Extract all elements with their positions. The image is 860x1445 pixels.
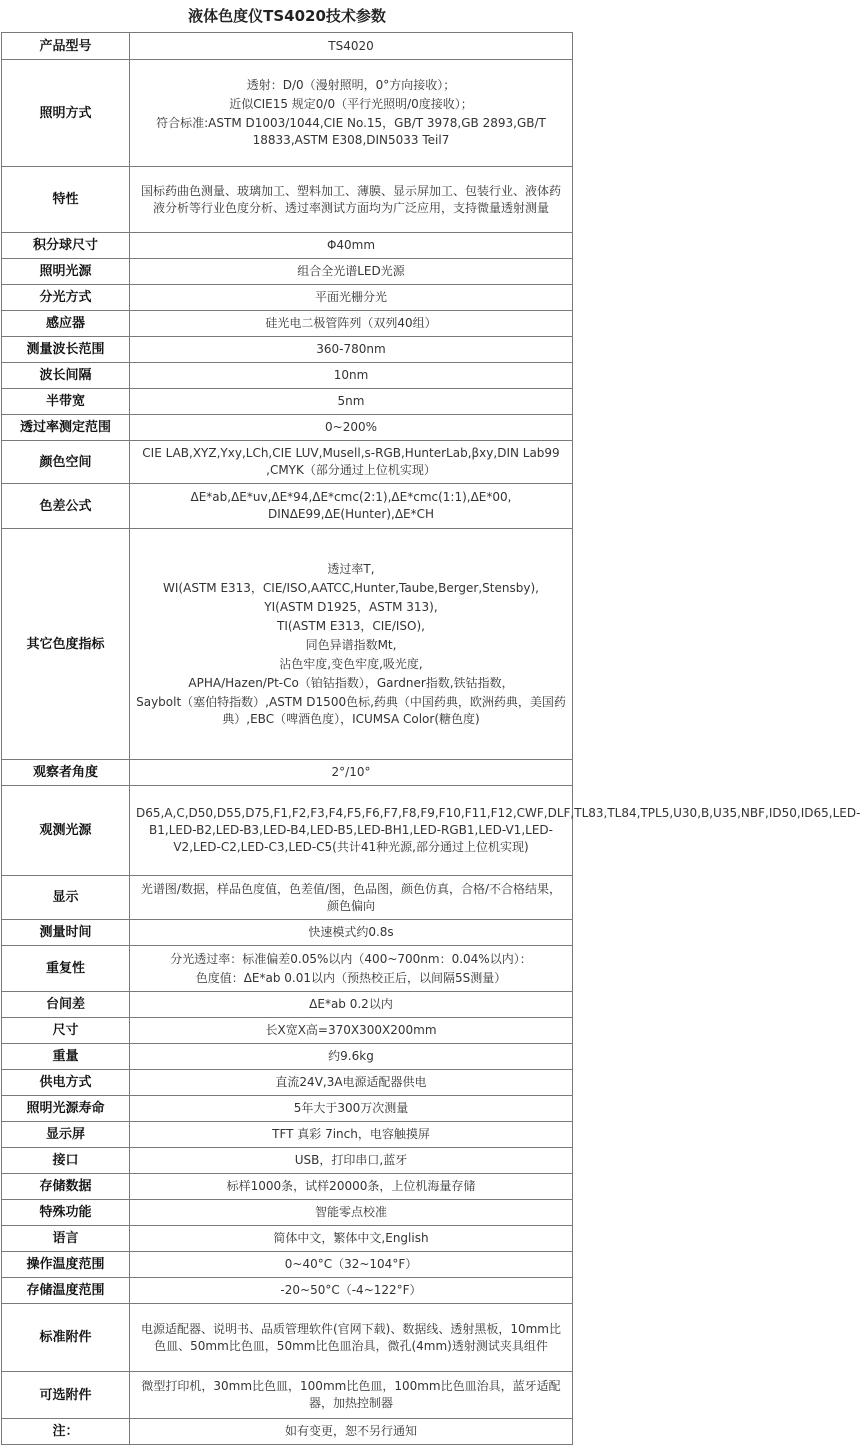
spec-value xyxy=(130,992,573,1018)
spec-value xyxy=(130,1018,573,1044)
spec-value-line: 快速模式约0.8s xyxy=(308,925,394,939)
spec-value xyxy=(130,1096,573,1122)
spec-row xyxy=(2,33,573,60)
spec-key: 供电方式 xyxy=(2,1070,130,1096)
spec-value xyxy=(130,233,573,259)
spec-key: 操作温度范围 xyxy=(2,1252,130,1278)
spec-value-line: 平面光栅分光 xyxy=(314,290,387,304)
spec-row xyxy=(2,60,573,167)
spec-value xyxy=(130,415,573,441)
spec-value xyxy=(130,167,573,233)
spec-row xyxy=(2,1200,573,1226)
spec-value xyxy=(130,1372,573,1419)
spec-value xyxy=(130,760,573,786)
spec-value-line: CIE LAB,XYZ,Yxy,LCh,CIE LUV,Musell,s-RGB,HunterLab,βxy,DIN Lab99 ,CMYK（部分通过上位机实现） xyxy=(142,446,560,477)
spec-row xyxy=(2,1096,573,1122)
spec-value xyxy=(130,1419,573,1445)
spec-key: 注： xyxy=(2,1419,130,1445)
spec-value-line: 色度值：ΔE*ab 0.01以内（预热校正后，以间隔5S测量） xyxy=(195,970,507,985)
spec-row xyxy=(2,876,573,920)
spec-value xyxy=(130,1122,573,1148)
spec-key: 颜色空间 xyxy=(2,441,130,484)
spec-row xyxy=(2,167,573,233)
spec-value-line: 透射：D/0（漫射照明，0°方向接收）； xyxy=(246,78,456,92)
spec-key: 感应器 xyxy=(2,311,130,337)
spec-value xyxy=(130,311,573,337)
spec-row xyxy=(2,1018,573,1044)
spec-row xyxy=(2,1226,573,1252)
spec-value-line: 光谱图/数据，样品色度值，色差值/图，色品图，颜色仿真，合格/不合格结果，颜色偏向 xyxy=(140,881,562,913)
spec-value-line: TI(ASTM E313，CIE/ISO), xyxy=(276,618,425,633)
spec-row xyxy=(2,920,573,946)
spec-key: 特性 xyxy=(2,167,130,233)
spec-key: 存储数据 xyxy=(2,1174,130,1200)
spec-value-line: TFT 真彩 7inch，电容触摸屏 xyxy=(272,1127,430,1141)
spec-key: 重量 xyxy=(2,1044,130,1070)
spec-row xyxy=(2,946,573,992)
spec-key: 特殊功能 xyxy=(2,1200,130,1226)
spec-value-line: 智能零点校准 xyxy=(314,1205,387,1219)
spec-key: 观察者角度 xyxy=(2,760,130,786)
spec-key: 显示屏 xyxy=(2,1122,130,1148)
spec-key: 测量波长范围 xyxy=(2,337,130,363)
spec-row xyxy=(2,1070,573,1096)
spec-value xyxy=(130,60,573,167)
spec-value-line: 近似CIE15 规定0/0（平行光照明/0度接收）； xyxy=(229,97,473,111)
spec-value-line: Saybolt（塞伯特指数）,ASTM D1500色标,药典（中国药典，欧洲药典，美国药典）,EBC（啤酒色度），ICUMSA Color(糖色度) xyxy=(136,694,566,726)
spec-value-line: 硅光电二极管阵列（双列40组） xyxy=(265,316,437,330)
spec-value-line: 透过率T, xyxy=(327,561,375,576)
spec-key: 照明光源 xyxy=(2,259,130,285)
spec-value-line: 分光透过率：标准偏差0.05%以内（400~700nm：0.04%以内）： xyxy=(170,951,532,966)
spec-value xyxy=(130,363,573,389)
spec-key: 尺寸 xyxy=(2,1018,130,1044)
spec-key: 接口 xyxy=(2,1148,130,1174)
spec-key: 色差公式 xyxy=(2,484,130,529)
spec-row xyxy=(2,1148,573,1174)
spec-value-line: Φ40mm xyxy=(326,238,376,252)
spec-value xyxy=(130,33,573,60)
spec-value-line: 约9.6kg xyxy=(328,1049,374,1063)
spec-value-line: 电源适配器、说明书、品质管理软件(官网下载)、数据线、透射黑板，10mm比色皿、50mm比色皿，50mm比色皿治具，微孔(4mm)透射测试夹具组件 xyxy=(140,1321,561,1353)
spec-value xyxy=(130,1174,573,1200)
spec-value-line: APHA/Hazen/Pt-Co（铂钴指数），Gardner指数,铁钴指数， xyxy=(188,675,514,690)
spec-value xyxy=(130,259,573,285)
spec-value-line: 简体中文，繁体中文,English xyxy=(273,1231,429,1245)
spec-value-line: 同色异谱指数Mt, xyxy=(305,637,397,652)
spec-key: 积分球尺寸 xyxy=(2,233,130,259)
spec-value-line: 长X宽X高=370X300X200mm xyxy=(265,1023,437,1037)
spec-value xyxy=(130,946,573,992)
spec-value xyxy=(130,484,573,529)
spec-row xyxy=(2,1252,573,1278)
spec-row xyxy=(2,389,573,415)
spec-value-line: 0~40°C（32~104°F） xyxy=(284,1257,418,1271)
spec-value-line: 符合标准:ASTM D1003/1044,CIE No.15，GB/T 3978,GB 2893,GB/T 18833,ASTM E308,DIN5033 Teil7 xyxy=(156,116,546,147)
spec-key: 可选附件 xyxy=(2,1372,130,1419)
spec-row xyxy=(2,484,573,529)
spec-key: 重复性 xyxy=(2,946,130,992)
spec-value-line: 10nm xyxy=(333,368,369,382)
page-title: 液体色度仪TS4020技术参数 xyxy=(188,7,386,25)
spec-key: 半带宽 xyxy=(2,389,130,415)
spec-value-line: ΔE*ab 0.2以内 xyxy=(309,997,393,1011)
spec-key: 观测光源 xyxy=(2,786,130,876)
spec-key: 照明方式 xyxy=(2,60,130,167)
spec-value xyxy=(130,786,860,876)
spec-row xyxy=(2,311,573,337)
spec-value xyxy=(130,1252,573,1278)
spec-row xyxy=(2,363,573,389)
spec-row xyxy=(2,1304,573,1372)
spec-key: 波长间隔 xyxy=(2,363,130,389)
spec-value-line: USB，打印串口,蓝牙 xyxy=(294,1153,408,1167)
spec-key: 台间差 xyxy=(2,992,130,1018)
spec-value-line: 标样1000条，试样20000条，上位机海量存储 xyxy=(226,1179,476,1193)
spec-value xyxy=(130,1304,573,1372)
spec-value-line: ΔE*ab,ΔE*uv,ΔE*94,ΔE*cmc(2:1),ΔE*cmc(1:1),ΔE*00, DINΔE99,ΔE(Hunter),ΔE*CH xyxy=(190,490,512,521)
spec-key: 标准附件 xyxy=(2,1304,130,1372)
spec-row xyxy=(2,415,573,441)
spec-value-line: 5nm xyxy=(337,394,365,408)
spec-key: 透过率测定范围 xyxy=(2,415,130,441)
spec-value xyxy=(130,1148,573,1174)
spec-key: 测量时间 xyxy=(2,920,130,946)
spec-value-line: 国标药曲色测量、玻璃加工、塑料加工、薄膜、显示屏加工、包装行业、液体药液分析等行业色度分析、透过率测试方面均为广泛应用，支持微量透射测量 xyxy=(140,183,561,215)
spec-row xyxy=(2,259,573,285)
spec-value-line: 如有变更，恕不另行通知 xyxy=(284,1424,417,1438)
spec-row xyxy=(2,786,573,876)
spec-value xyxy=(130,389,573,415)
spec-row xyxy=(2,1044,573,1070)
spec-value xyxy=(130,876,573,920)
spec-row xyxy=(2,233,573,259)
spec-key: 其它色度指标 xyxy=(2,529,130,760)
spec-row xyxy=(2,760,573,786)
spec-value-line: 微型打印机，30mm比色皿，100mm比色皿，100mm比色皿治具，蓝牙适配器，加热控制器 xyxy=(141,1379,561,1410)
spec-value xyxy=(130,337,573,363)
spec-value-line: WI(ASTM E313，CIE/ISO,AATCC,Hunter,Taube,Berger,Stensby), xyxy=(163,580,539,595)
spec-row xyxy=(2,1419,573,1445)
spec-row xyxy=(2,337,573,363)
spec-value xyxy=(130,1044,573,1070)
spec-key: 照明光源寿命 xyxy=(2,1096,130,1122)
spec-value-line: 沾色牢度,变色牢度,吸光度, xyxy=(279,656,423,671)
spec-key: 显示 xyxy=(2,876,130,920)
spec-value-line: D65,A,C,D50,D55,D75,F1,F2,F3,F4,F5,F6,F7,F8,F9,F10,F11,F12,CWF,DLF,TL83,TL84,TPL5,U30,B,U35,NBF,ID50,ID65,LED-B1,LED-B2,LED-B3,LED-B4,LED-B5,LED-BH1,LED-RGB1,LED-V1,LED-V2,LED-C2,LED-C3,LED-C5(共计41种光源,部分通过上位机实现) xyxy=(136,806,860,854)
spec-value xyxy=(130,1278,573,1304)
spec-key: 语言 xyxy=(2,1226,130,1252)
spec-value-line: 0~200% xyxy=(325,420,377,434)
spec-value-line: 5年大于300万次测量 xyxy=(293,1101,409,1115)
spec-row xyxy=(2,285,573,311)
spec-value-line: 360-780nm xyxy=(316,342,386,356)
spec-value xyxy=(130,920,573,946)
spec-value xyxy=(130,441,573,484)
spec-value-line: TS4020 xyxy=(328,38,374,53)
spec-row xyxy=(2,441,573,484)
spec-value xyxy=(130,285,573,311)
spec-value xyxy=(130,529,573,760)
spec-key: 产品型号 xyxy=(2,33,130,60)
spec-row xyxy=(2,1278,573,1304)
spec-table xyxy=(1,32,860,1445)
spec-value-line: 2°/10° xyxy=(331,765,371,779)
spec-row xyxy=(2,992,573,1018)
spec-value-line: YI(ASTM D1925，ASTM 313), xyxy=(264,599,438,614)
spec-value xyxy=(130,1070,573,1096)
spec-row xyxy=(2,1122,573,1148)
spec-value xyxy=(130,1226,573,1252)
spec-value-line: 组合全光谱LED光源 xyxy=(297,264,405,278)
spec-value xyxy=(130,1200,573,1226)
spec-value-line: 直流24V,3A电源适配器供电 xyxy=(275,1075,427,1089)
spec-key: 存储温度范围 xyxy=(2,1278,130,1304)
spec-row xyxy=(2,1174,573,1200)
spec-row xyxy=(2,1372,573,1419)
spec-row xyxy=(2,529,573,760)
spec-key: 分光方式 xyxy=(2,285,130,311)
spec-value-line: -20~50°C（-4~122°F） xyxy=(280,1283,422,1297)
